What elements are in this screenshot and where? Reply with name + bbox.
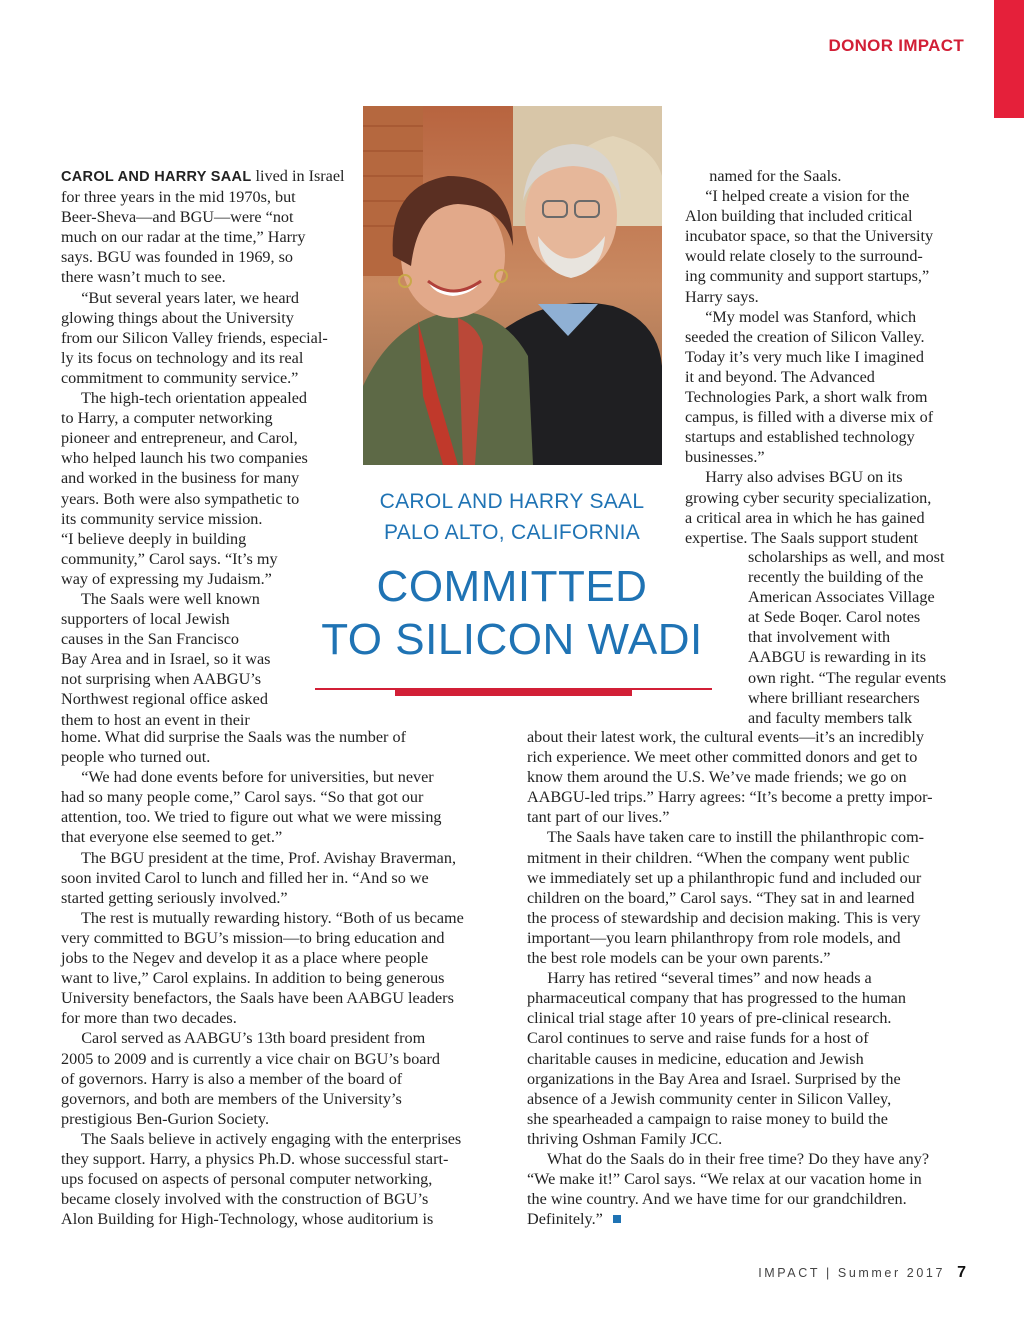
portrait-photo-icon bbox=[363, 106, 662, 465]
subject-location: PALO ALTO, CALIFORNIA bbox=[383, 521, 641, 544]
article-column-right-top: named for the Saals. “I helped create a vision for the Alon building that included critical incubator space, so that the University would relate closely to the surround- ing community and support startups,” Harry says. “My model was Stanford, which seeded the creation of Silicon Valley. Today it’s very much like I imagined it and beyond. The Advanced Technologies Park, a short walk from campus, is filled with a diverse mix of startups and established technology businesses.” Harry also advises BGU on its growing cyber security specialization, a critical area in which he has gained expertise. The Saals support student bbox=[685, 167, 934, 547]
issue-date: Summer 2017 bbox=[837, 1266, 946, 1280]
article-text: lived in Israel for three years in the mid 1970s, but Beer-Sheva—and BGU—were “not much on our radar at the time,” Harry says. BGU was founded in 1969, so there wasn’t much to see. “But several years later, we heard glowing things about the University from our Silicon Valley friends, especial- ly its focus on technology and its real commitment to community service.” The high-tech orientation appealed to Harry, a computer networking pioneer and entrepreneur, and Carol, who helped launch his two companies and worked in the business for many years. Both were also sympathetic to its community service mission. “I believe deeply in building community,” Carol says. “It’s my way of expressing my Judaism.” The Saals were well known supporters of local Jewish causes in the San Francisco Bay Area and in Israel, so it was not surprising when AABGU’s Northwest regional office asked them to host an event in their bbox=[61, 167, 345, 729]
headline-rule-accent bbox=[395, 690, 632, 696]
section-color-tab bbox=[994, 0, 1024, 118]
subject-names: CAROL AND HARRY SAAL bbox=[379, 490, 645, 513]
article-column-left-bottom: home. What did surprise the Saals was the number of people who turned out. “We had done events before for universities, but never had so many people come,” Carol says. “So that got our attention, too. We tried to figure out what we were missing that everyone else seemed to get.” The BGU president at the time, Prof. Avishay Braverman, soon invited Carol to lunch and filled her in. “And so we started getting seriously involved.” The rest is mutually rewarding history. “Both of us became very committed to BGU’s mission—to bring education and jobs to the Negev and develop it as a place where people want to live,” Carol explains. In addition to being generous University benefactors, the Saals have been AABGU leaders for more than two decades. Carol served as AABGU’s 13th board president from 2005 to 2009 and is currently a vice chair on BGU’s board of governors. Harry is also a member of the board of governors, and both are members of the University’s prestigious Ben-Gurion Society. The Saals believe in actively engaging with the enterprises they support. Harry, a physics Ph.D. whose successful start- ups focused on aspects of personal computer networking, became closely involved with the construction of BGU’s Alon Building for High-Technology, whose auditorium is bbox=[61, 728, 464, 1229]
footer-separator: | bbox=[825, 1266, 832, 1280]
article-column-right-middle: scholarships as well, and most recently the building of the American Associates Village at Sede Boqer. Carol notes that involvement with AABGU is rewarding in its own right. “The regular events where brilliant researchers and faculty members talk bbox=[748, 548, 947, 727]
article-headline bbox=[315, 560, 709, 666]
subject-caption bbox=[315, 486, 709, 548]
article-text: about their latest work, the cultural events—it’s an incredibly rich experience. We meet other committed donors and get to know them around the U.S. We’ve made friends; we go on AABGU-led trips.” Harry agrees: “It’s become a pretty impor- tant part of our lives.” The Saals have taken care to instill the philanthropic com- mitment in their children. “When the company went public we immediately set up a philanthropic fund and included our children on the board,” Carol says. “They sat in and learned the process of stewardship and decision making. This is very important—you learn philanthropy from role models, and the best role models can be your own parents.” Harry has retired “several times” and now heads a pharmaceutical company that has progressed to the human clinical trial stage after 10 years of pre-clinical research. Carol continues to serve and raise funds for a host of charitable causes in medicine, education and Jewish organizations in the Bay Area and Israel. Surprised by the absence of a Jewish community center in Silicon Valley, she spearheaded a campaign to raise money to build the thriving Oshman Family JCC. What do the Saals do in their free time? Do they have any? “We make it!” Carol says. “We relax at our vacation home in the wine country. And we have time for our grandchildren. Definitely.” bbox=[527, 728, 933, 1229]
portrait-photo bbox=[363, 106, 662, 465]
headline-line-1: COMMITTED bbox=[376, 562, 648, 611]
page-footer bbox=[740, 1264, 966, 1282]
section-label: DONOR IMPACT bbox=[828, 36, 964, 55]
headline-line-2: TO SILICON WADI bbox=[321, 615, 703, 664]
end-of-article-mark bbox=[613, 1215, 621, 1223]
article-column-left-top bbox=[61, 166, 345, 730]
article-column-right-bottom bbox=[527, 727, 933, 1229]
page-number: 7 bbox=[957, 1264, 966, 1281]
magazine-name: IMPACT bbox=[758, 1266, 820, 1280]
article-lead-in: CAROL AND HARRY SAAL bbox=[61, 169, 252, 185]
